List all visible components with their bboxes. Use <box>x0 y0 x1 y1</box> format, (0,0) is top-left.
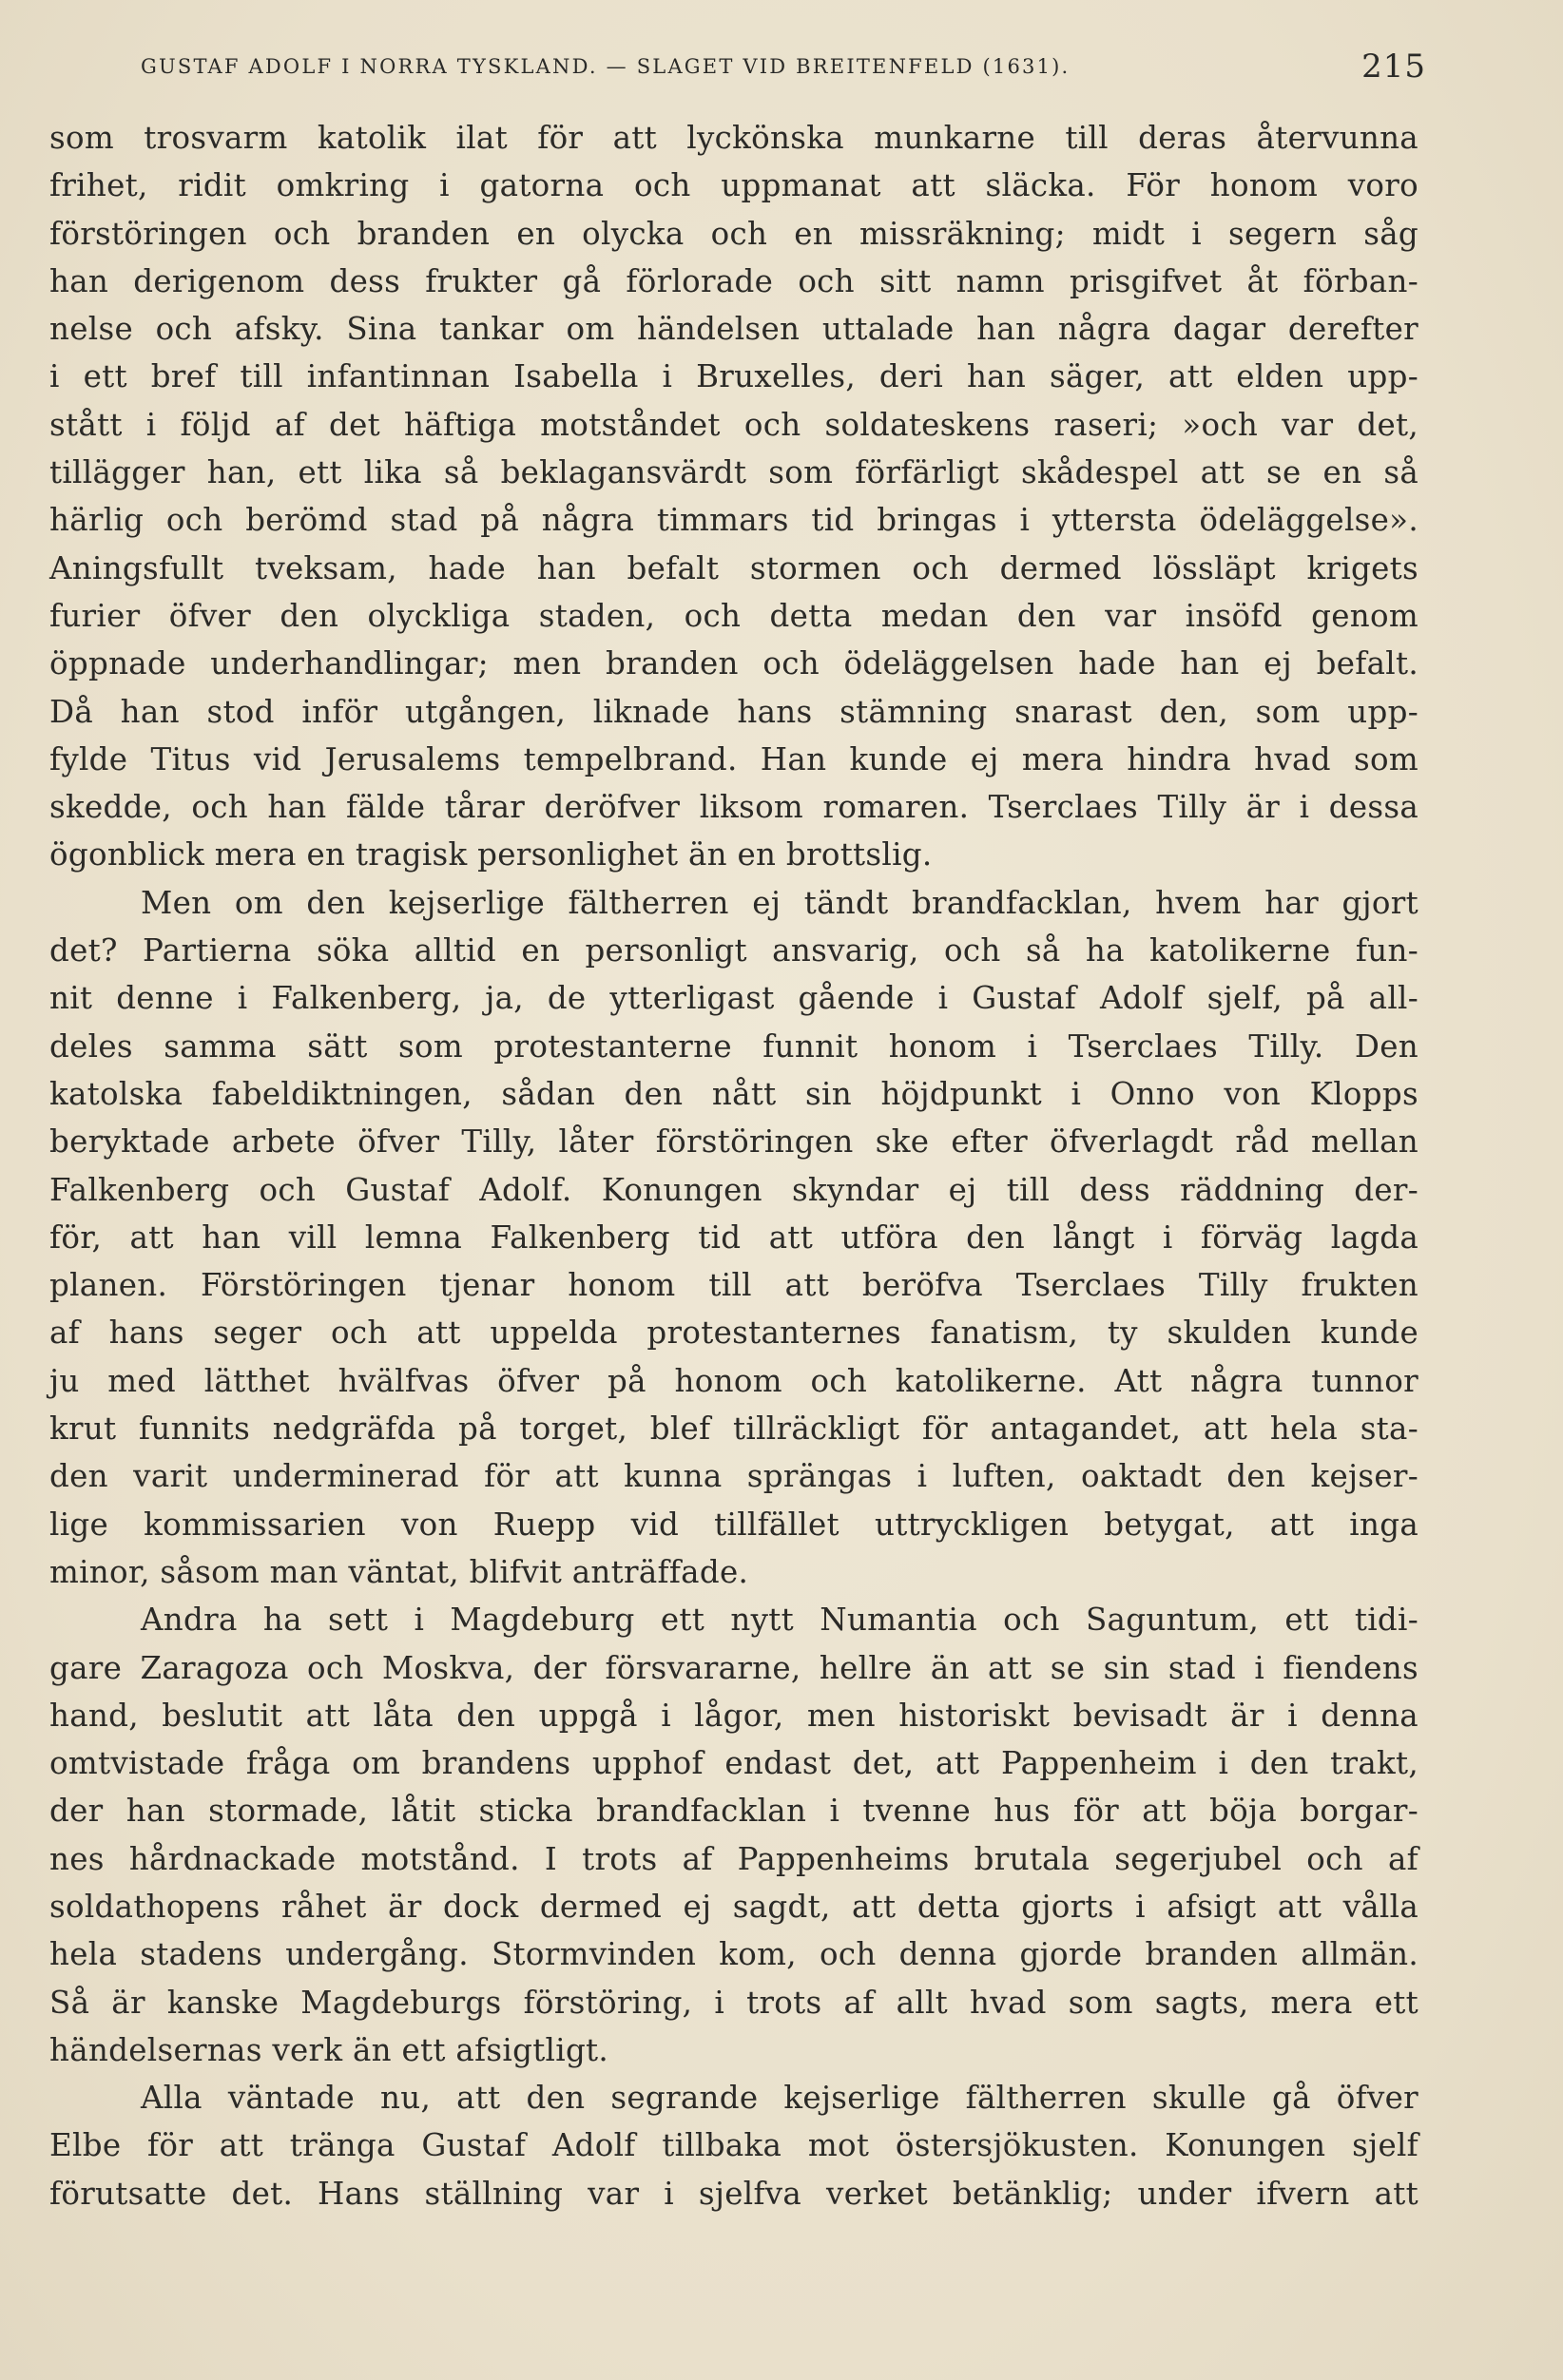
text-line: der han stormade, låtit sticka brandfacklan i tvenne hus för att böja borgar- <box>49 1793 1418 1830</box>
text-line: Då han stod inför utgången, liknade hans stämning snarast den, som upp- <box>49 693 1418 730</box>
text-line: förutsatte det. Hans ställning var i sjelfva verket betänklig; under ifvern att <box>49 2175 1418 2212</box>
text-line: Elbe för att tränga Gustaf Adolf tillbaka mot östersjökusten. Konungen sjelf <box>49 2127 1418 2164</box>
page-header <box>141 46 1426 93</box>
text-line: hand, beslutit att låta den uppgå i lågor, men historiskt bevisadt är i denna <box>49 1697 1418 1734</box>
text-line: krut funnits nedgräfda på torget, blef tillräckligt för antagandet, att hela sta- <box>49 1411 1418 1448</box>
text-line: Aningsfullt tveksam, hade han befalt stormen och dermed lössläpt krigets <box>49 549 1418 586</box>
text-line: planen. Förstöringen tjenar honom till att beröfva Tserclaes Tilly frukten <box>49 1267 1418 1304</box>
text-line: skedde, och han fälde tårar deröfver liksom romaren. Tserclaes Tilly är i dessa <box>49 789 1418 826</box>
text-line: nelse och afsky. Sina tankar om händelsen uttalade han några dagar derefter <box>49 311 1418 348</box>
text-line: furier öfver den olyckliga staden, och detta medan den var insöfd genom <box>49 597 1418 634</box>
running-title: GUSTAF ADOLF I NORRA TYSKLAND. — SLAGET VID BREITENFELD (1631). <box>141 55 1071 78</box>
text-line: soldathopens råhet är dock dermed ej sagdt, att detta gjorts i afsigt att vålla <box>49 1888 1418 1925</box>
text-line: ögonblick mera en tragisk personlighet än en brottslig. <box>49 836 933 873</box>
text-line: tillägger han, ett lika så beklagansvärdt som förfärligt skådespel att se en så <box>49 454 1418 491</box>
text-line: Men om den kejserlige fältherren ej tändt brandfacklan, hvem har gjort <box>141 884 1418 921</box>
text-line: öppnade underhandlingar; men branden och ödeläggelsen hade han ej befalt. <box>49 645 1418 682</box>
body-text <box>49 114 1418 2217</box>
text-line: i ett bref till infantinnan Isabella i Bruxelles, deri han säger, att elden upp- <box>49 358 1418 395</box>
text-line: frihet, ridit omkring i gatorna och uppmanat att släcka. För honom voro <box>49 167 1418 204</box>
text-line: det? Partierna söka alltid en personligt ansvarig, och så ha katolikerne fun- <box>49 932 1418 969</box>
text-line: Så är kanske Magdeburgs förstöring, i trots af allt hvad som sagts, mera ett <box>49 1984 1418 2021</box>
text-line: härlig och berömd stad på några timmars tid bringas i yttersta ödeläggelse». <box>49 502 1418 539</box>
text-line: gare Zaragoza och Moskva, der försvararne, hellre än att se sin stad i fiendens <box>49 1649 1418 1686</box>
text-line: omtvistade fråga om brandens upphof endast det, att Pappenheim i den trakt, <box>49 1745 1418 1782</box>
text-line: nes hårdnackade motstånd. I trots af Pappenheims brutala segerjubel och af <box>49 1840 1418 1877</box>
text-line: Andra ha sett i Magdeburg ett nytt Numantia och Saguntum, ett tidi- <box>141 1602 1418 1639</box>
text-line: nit denne i Falkenberg, ja, de ytterligast gående i Gustaf Adolf sjelf, på all- <box>49 980 1418 1017</box>
text-line: stått i följd af det häftiga motståndet och soldateskens raseri; »och var det, <box>49 406 1418 443</box>
text-line: minor, såsom man väntat, blifvit anträffade. <box>49 1553 749 1590</box>
text-line: som trosvarm katolik ilat för att lyckönska munkarne till deras återvunna <box>49 120 1418 156</box>
text-line: lige kommissarien von Ruepp vid tillfället uttryckligen betygat, att inga <box>49 1506 1418 1543</box>
text-line: Falkenberg och Gustaf Adolf. Konungen skyndar ej till dess räddning der- <box>49 1171 1418 1208</box>
text-line: hela stadens undergång. Stormvinden kom, och denna gjorde branden allmän. <box>49 1936 1418 1973</box>
text-line: han derigenom dess frukter gå förlorade och sitt namn prisgifvet åt förban- <box>49 262 1418 299</box>
text-line: beryktade arbete öfver Tilly, låter förstöringen ske efter öfverlagdt råd mellan <box>49 1123 1418 1161</box>
text-line: den varit underminerad för att kunna sprängas i luften, oaktadt den kejser- <box>49 1458 1418 1495</box>
text-line: händelsernas verk än ett afsigtligt. <box>49 2031 609 2068</box>
text-line: fylde Titus vid Jerusalems tempelbrand. Han kunde ej mera hindra hvad som <box>49 740 1418 777</box>
text-line: deles samma sätt som protestanterne funnit honom i Tserclaes Tilly. Den <box>49 1027 1418 1065</box>
page-number: 215 <box>1361 48 1426 86</box>
text-line: af hans seger och att uppelda protestanternes fanatism, ty skulden kunde <box>49 1315 1418 1352</box>
text-line: för, att han vill lemna Falkenberg tid att utföra den långt i förväg lagda <box>49 1219 1418 1256</box>
text-line: Alla väntade nu, att den segrande kejserlige fältherren skulle gå öfver <box>141 2080 1418 2117</box>
text-line: katolska fabeldiktningen, sådan den nått sin höjdpunkt i Onno von Klopps <box>49 1075 1418 1112</box>
text-line: förstöringen och branden en olycka och en missräkning; midt i segern såg <box>49 215 1418 252</box>
text-line: ju med lätthet hvälfvas öfver på honom och katolikerne. Att några tunnor <box>49 1362 1418 1399</box>
